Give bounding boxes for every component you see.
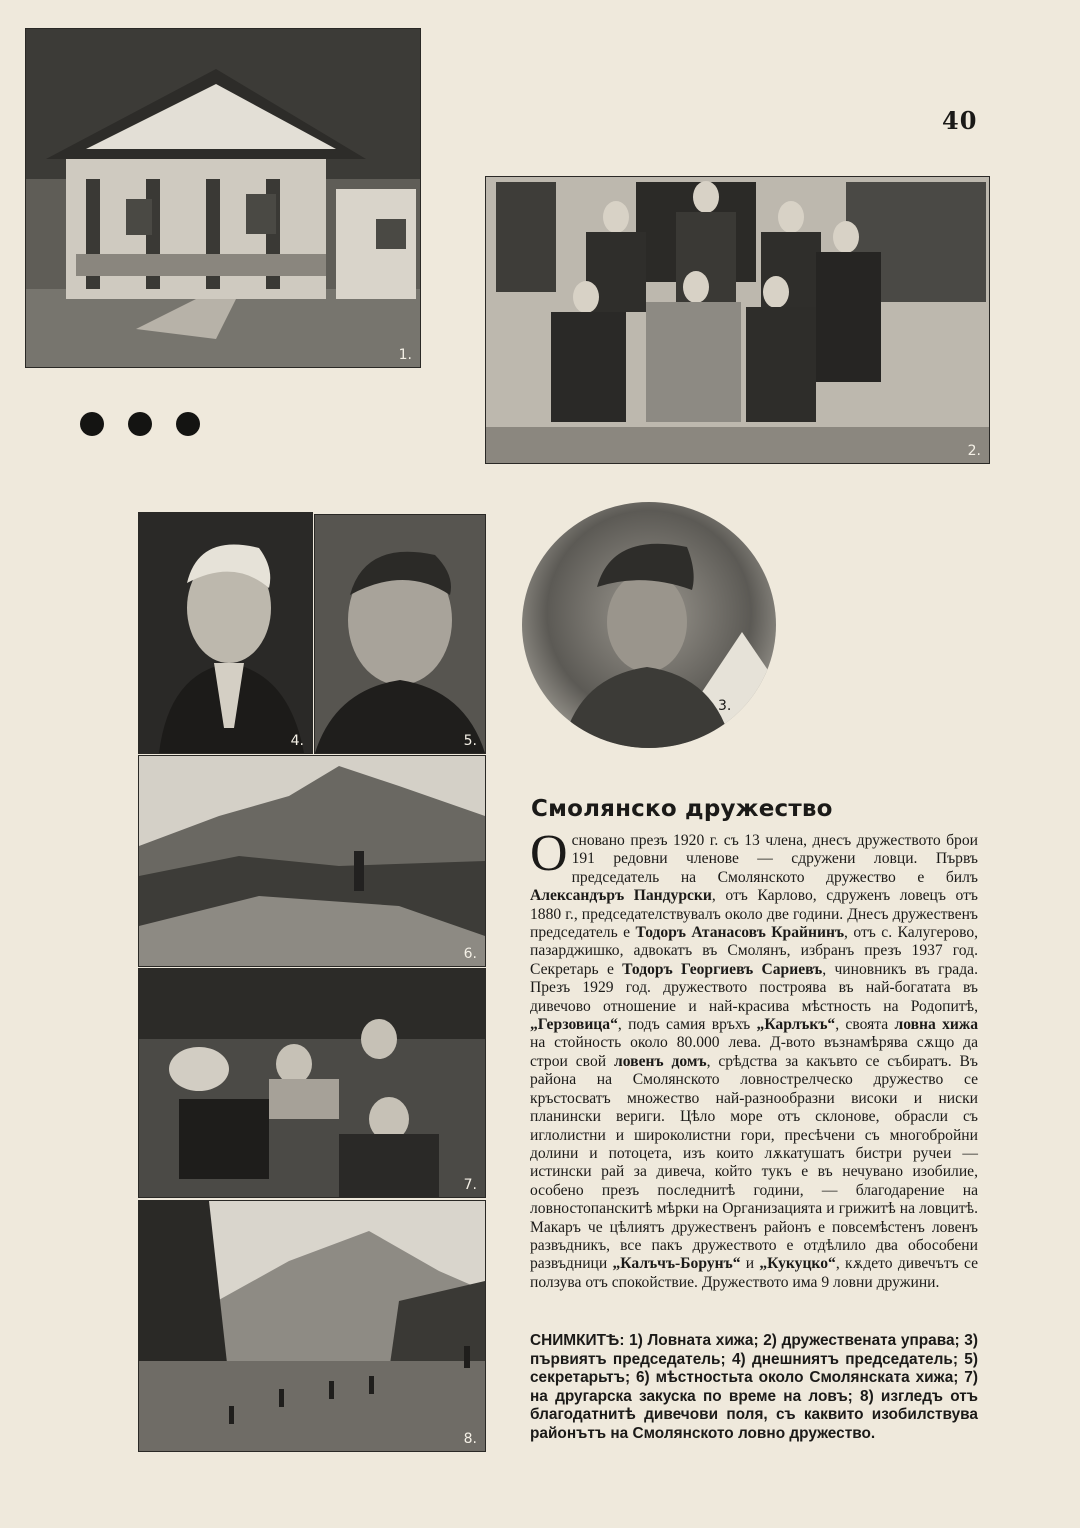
board-illustration xyxy=(486,177,989,463)
portrait-illustration xyxy=(139,513,312,753)
decorative-dot xyxy=(128,412,152,436)
article-body xyxy=(530,825,979,1292)
photo-locality xyxy=(138,755,486,967)
article-text: , отъ с. Калугерово, пазарджишко, адвокатъ въ Смолянъ, избранъ презъ 1937 год. Секретарь е xyxy=(530,924,979,978)
person-name: Тодоръ Атанасовъ Крайнинъ xyxy=(635,924,845,942)
photo-hunting-lodge xyxy=(25,28,421,368)
lodge-illustration xyxy=(26,29,420,367)
photo-number: 6. xyxy=(463,946,477,962)
photo-captions xyxy=(530,1332,978,1444)
decorative-dot xyxy=(176,412,200,436)
photo-number: 5. xyxy=(463,733,477,749)
photo-hunt-breakfast xyxy=(138,968,486,1198)
portrait-illustration xyxy=(315,515,485,753)
landscape-illustration xyxy=(139,1201,485,1451)
captions-lead: СНИМКИТѢ xyxy=(530,1332,620,1349)
emphasis-text: ловна хижа xyxy=(894,1016,978,1034)
article-text: , чиновникъ въ града. Презъ 1929 год. дружеството построява въ най-богатата въ дивечово отношение и най-красива мѣстность на Родопитѣ, xyxy=(530,960,978,1015)
photo-current-chairman xyxy=(138,512,313,754)
photo-number: 7. xyxy=(463,1177,477,1193)
article-text: на стойность около 80.000 лева. Д-вото възнамѣрява сѫщо да строи свой xyxy=(530,1034,978,1070)
article-text: и xyxy=(740,1255,760,1273)
person-name: Тодоръ Георгиевъ Сариевъ xyxy=(622,960,823,978)
landscape-illustration xyxy=(139,756,485,966)
article-text: , своята xyxy=(835,1016,895,1034)
page-number: 40 xyxy=(942,106,978,135)
photo-number: 4. xyxy=(290,733,304,749)
photo-secretary xyxy=(314,514,486,754)
place-name: „Кукуцко“ xyxy=(759,1255,836,1273)
emphasis-text: ловенъ домъ xyxy=(613,1052,707,1070)
place-name: „Калъчъ-Борунъ“ xyxy=(612,1255,741,1273)
place-name: „Карлъкъ“ xyxy=(756,1016,836,1034)
article-title: Смолянско дружество xyxy=(531,796,833,822)
place-name: „Герзовица“ xyxy=(530,1016,618,1034)
photo-first-chairman xyxy=(522,502,776,748)
article-text: , отъ Карлово, сдруженъ ловецъ отъ 1880 г., председателствувалъ около две години. Днесъ дружественъ председатель е xyxy=(530,887,978,942)
group-illustration xyxy=(139,969,485,1197)
person-name: Александъръ Пандурски xyxy=(530,887,712,905)
article-text: , срѣдства за какъвто се събиратъ. Въ района на Смолянското ловнострелческо дружество се кръстосватъ множество най-разнообразни високи и ниски планински вериги. Цѣло море отъ склонове, обрасли съ иглолистни и широколистни гори, пресѣчени съ многобройни долини и потоцета, изъ които лѫкатушатъ бистри ручеи — истински рай за дивеча, който тукъ е въ нечувано изобилие, особено презъ последнитѣ години, — благодарение на ловностопанскитѣ мѣрки на Организацията и грижитѣ на ловцитѣ. Макаръ че цѣлиятъ дружественъ районъ е повсемѣстенъ ловенъ развъдникъ, все пакъ дружеството е отдѣлило два обособени развъдници xyxy=(530,1052,978,1273)
photo-game-fields xyxy=(138,1200,486,1452)
article-text: сновано презъ 1920 г. съ 13 члена, днесъ дружеството брои 191 редовни членове — сдружени ловци. Първъ председатель на Смолянското дружество е билъ xyxy=(571,832,978,886)
article-text: , кѫдето дивечътъ се ползува отъ спокойствие. Дружеството има 9 ловни дружини. xyxy=(530,1255,978,1291)
captions-text: : 1) Ловната хижа; 2) дружествената управа; 3) първиятъ председатель; 4) днешниятъ председатель; 5) секретарьтъ; 6) мѣстностьта около Смолянската хижа; 7) на другарска закуска по време на ловъ; 8) изгледъ отъ благодатнитѣ дивечови поля, съ каквито изобилствува районътъ на Смолянското ловно дружество. xyxy=(530,1332,978,1442)
decorative-dot xyxy=(80,412,104,436)
photo-number: 8. xyxy=(463,1431,477,1447)
photo-number: 2. xyxy=(967,443,981,459)
photo-number: 1. xyxy=(398,347,412,363)
photo-number: 3. xyxy=(718,698,732,714)
photo-society-board xyxy=(485,176,990,464)
drop-cap: О xyxy=(530,825,568,882)
article-text: , подъ самия връхъ xyxy=(617,1016,757,1034)
